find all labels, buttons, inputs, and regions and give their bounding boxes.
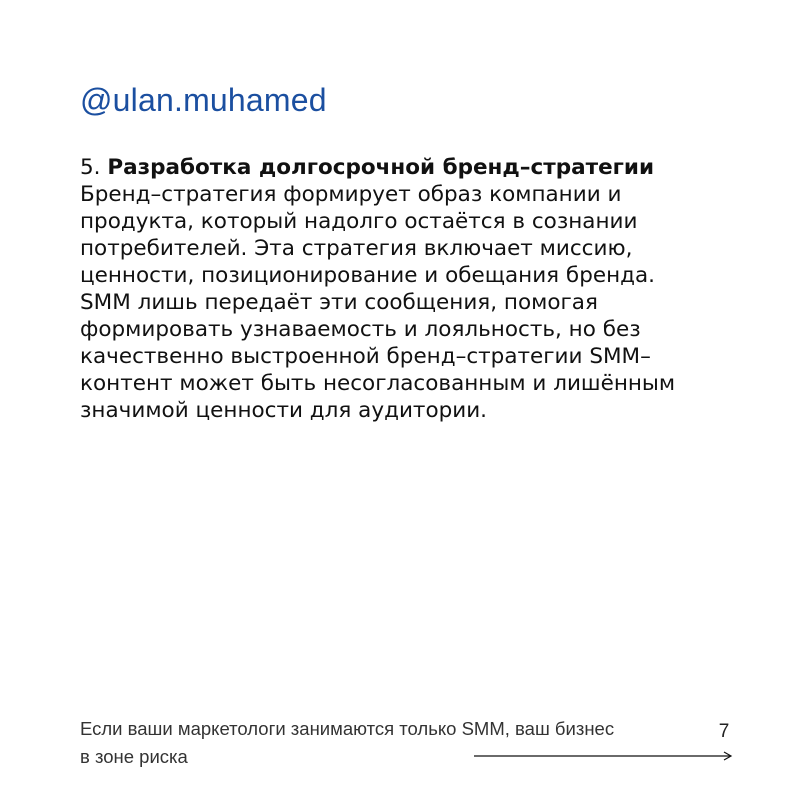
section-title: Разработка долгосрочной бренд–стратегии [107,155,655,180]
body-line: продукта, который надолго остаётся в сознании [80,209,638,234]
body-line: Бренд–стратегия формирует образ компании и [80,182,622,207]
section-heading [80,154,740,181]
body-line: контент может быть несогласованным и лишённым [80,371,676,396]
body-line: значимой ценности для аудитории. [80,398,488,423]
page-number: 7 [718,721,730,742]
footer-line: Если ваши маркетологи занимаются только SMM, ваш бизнес [80,718,615,739]
arrow-right-icon[interactable] [474,750,734,762]
author-handle: @ulan.muhamed [80,82,327,118]
body-line: ценности, позиционирование и обещания бренда. [80,263,655,288]
section-number: 5. [80,155,101,180]
footer-teaser [80,715,720,771]
body-line: качественно выстроенной бренд–стратегии SMM– [80,344,651,369]
section-content [80,154,740,424]
body-line: потребителей. Эта стратегия включает миссию, [80,236,633,261]
body-line: SMM лишь передаёт эти сообщения, помогая [80,290,598,315]
body-line: формировать узнаваемость и лояльность, но без [80,317,641,342]
footer-line: в зоне риска [80,746,188,767]
